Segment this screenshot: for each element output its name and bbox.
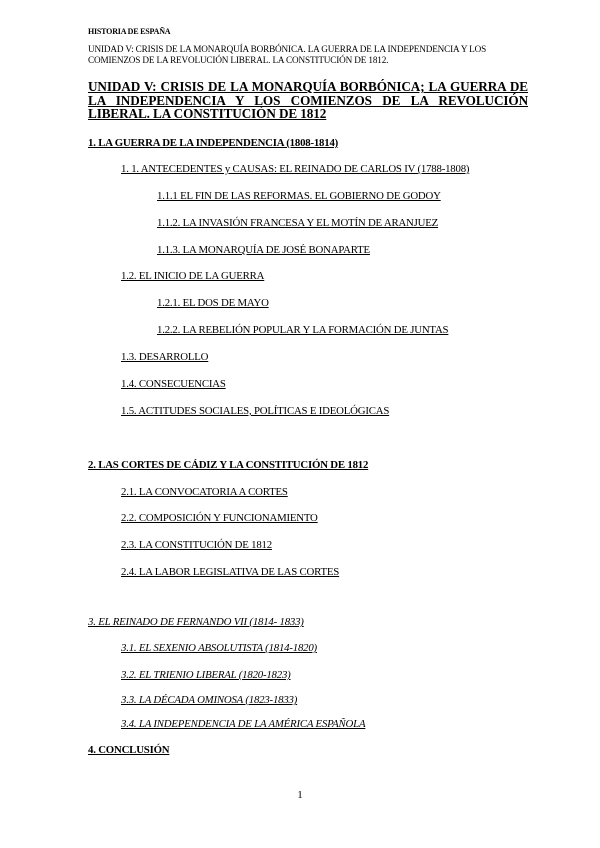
toc-item-1-2-2[interactable]: 1.2.2. LA REBELIÓN POPULAR Y LA FORMACIÓN DE JUNTAS [157, 324, 449, 336]
toc-section-1[interactable]: 1. LA GUERRA DE LA INDEPENDENCIA (1808-1814) [88, 137, 339, 149]
page-number: 1 [297, 789, 303, 801]
toc-item-1-3[interactable]: 1.3. DESARROLLO [121, 351, 209, 363]
toc-item-1-5[interactable]: 1.5. ACTITUDES SOCIALES, POLÍTICAS E IDEOLÓGICAS [121, 405, 390, 417]
toc-item-1-4[interactable]: 1.4. CONSECUENCIAS [121, 378, 226, 390]
toc-section-2[interactable]: 2. LAS CORTES DE CÁDIZ Y LA CONSTITUCIÓN DE 1812 [88, 459, 369, 471]
toc-item-2-1[interactable]: 2.1. LA CONVOCATORIA A CORTES [121, 486, 288, 498]
toc-item-1-2-1[interactable]: 1.2.1. EL DOS DE MAYO [157, 297, 269, 309]
toc-item-3-3[interactable]: 3.3. LA DÉCADA OMINOSA (1823-1833) [121, 694, 298, 706]
toc-item-2-4[interactable]: 2.4. LA LABOR LEGISLATIVA DE LAS CORTES [121, 566, 340, 578]
header-subject: HISTORIA DE ESPAÑA [88, 27, 171, 36]
toc-section-4[interactable]: 4. CONCLUSIÓN [88, 744, 170, 756]
toc-item-1-2[interactable]: 1.2. EL INICIO DE LA GUERRA [121, 270, 265, 282]
toc-item-3-4[interactable]: 3.4. LA INDEPENDENCIA DE LA AMÉRICA ESPAÑOLA [121, 718, 366, 730]
toc-item-2-2[interactable]: 2.2. COMPOSICIÓN Y FUNCIONAMIENTO [121, 512, 318, 524]
toc-item-3-1[interactable]: 3.1. EL SEXENIO ABSOLUTISTA (1814-1820) [121, 642, 317, 654]
header-unit-line: UNIDAD V: CRISIS DE LA MONARQUÍA BORBÓNICA. LA GUERRA DE LA INDEPENDENCIA Y LOS COMIENZOS DE LA REVOLUCIÓN LIBERAL. LA CONSTITUCIÓN DE 1812. [88, 44, 487, 65]
toc-item-1-1-3[interactable]: 1.1.3. LA MONARQUÍA DE JOSÉ BONAPARTE [157, 244, 370, 256]
toc-section-3[interactable]: 3. EL REINADO DE FERNANDO VII (1814- 1833) [88, 616, 304, 628]
toc-item-1-1-1[interactable]: 1.1.1 EL FIN DE LAS REFORMAS. EL GOBIERNO DE GODOY [157, 190, 441, 202]
toc-item-1-1[interactable]: 1. 1. ANTECEDENTES y CAUSAS: EL REINADO DE CARLOS IV (1788-1808) [121, 163, 470, 175]
toc-item-3-2[interactable]: 3.2. EL TRIENIO LIBERAL (1820-1823) [121, 669, 291, 681]
toc-item-1-1-2[interactable]: 1.1.2. LA INVASIÓN FRANCESA Y EL MOTÍN DE ARANJUEZ [157, 217, 439, 229]
toc-item-2-3[interactable]: 2.3. LA CONSTITUCIÓN DE 1812 [121, 539, 272, 551]
document-title: UNIDAD V: CRISIS DE LA MONARQUÍA BORBÓNICA; LA GUERRA DE LA INDEPENDENCIA Y LOS COMIENZOS DE LA REVOLUCIÓN LIBERAL. LA CONSTITUCIÓN DE 1812 [88, 79, 528, 121]
